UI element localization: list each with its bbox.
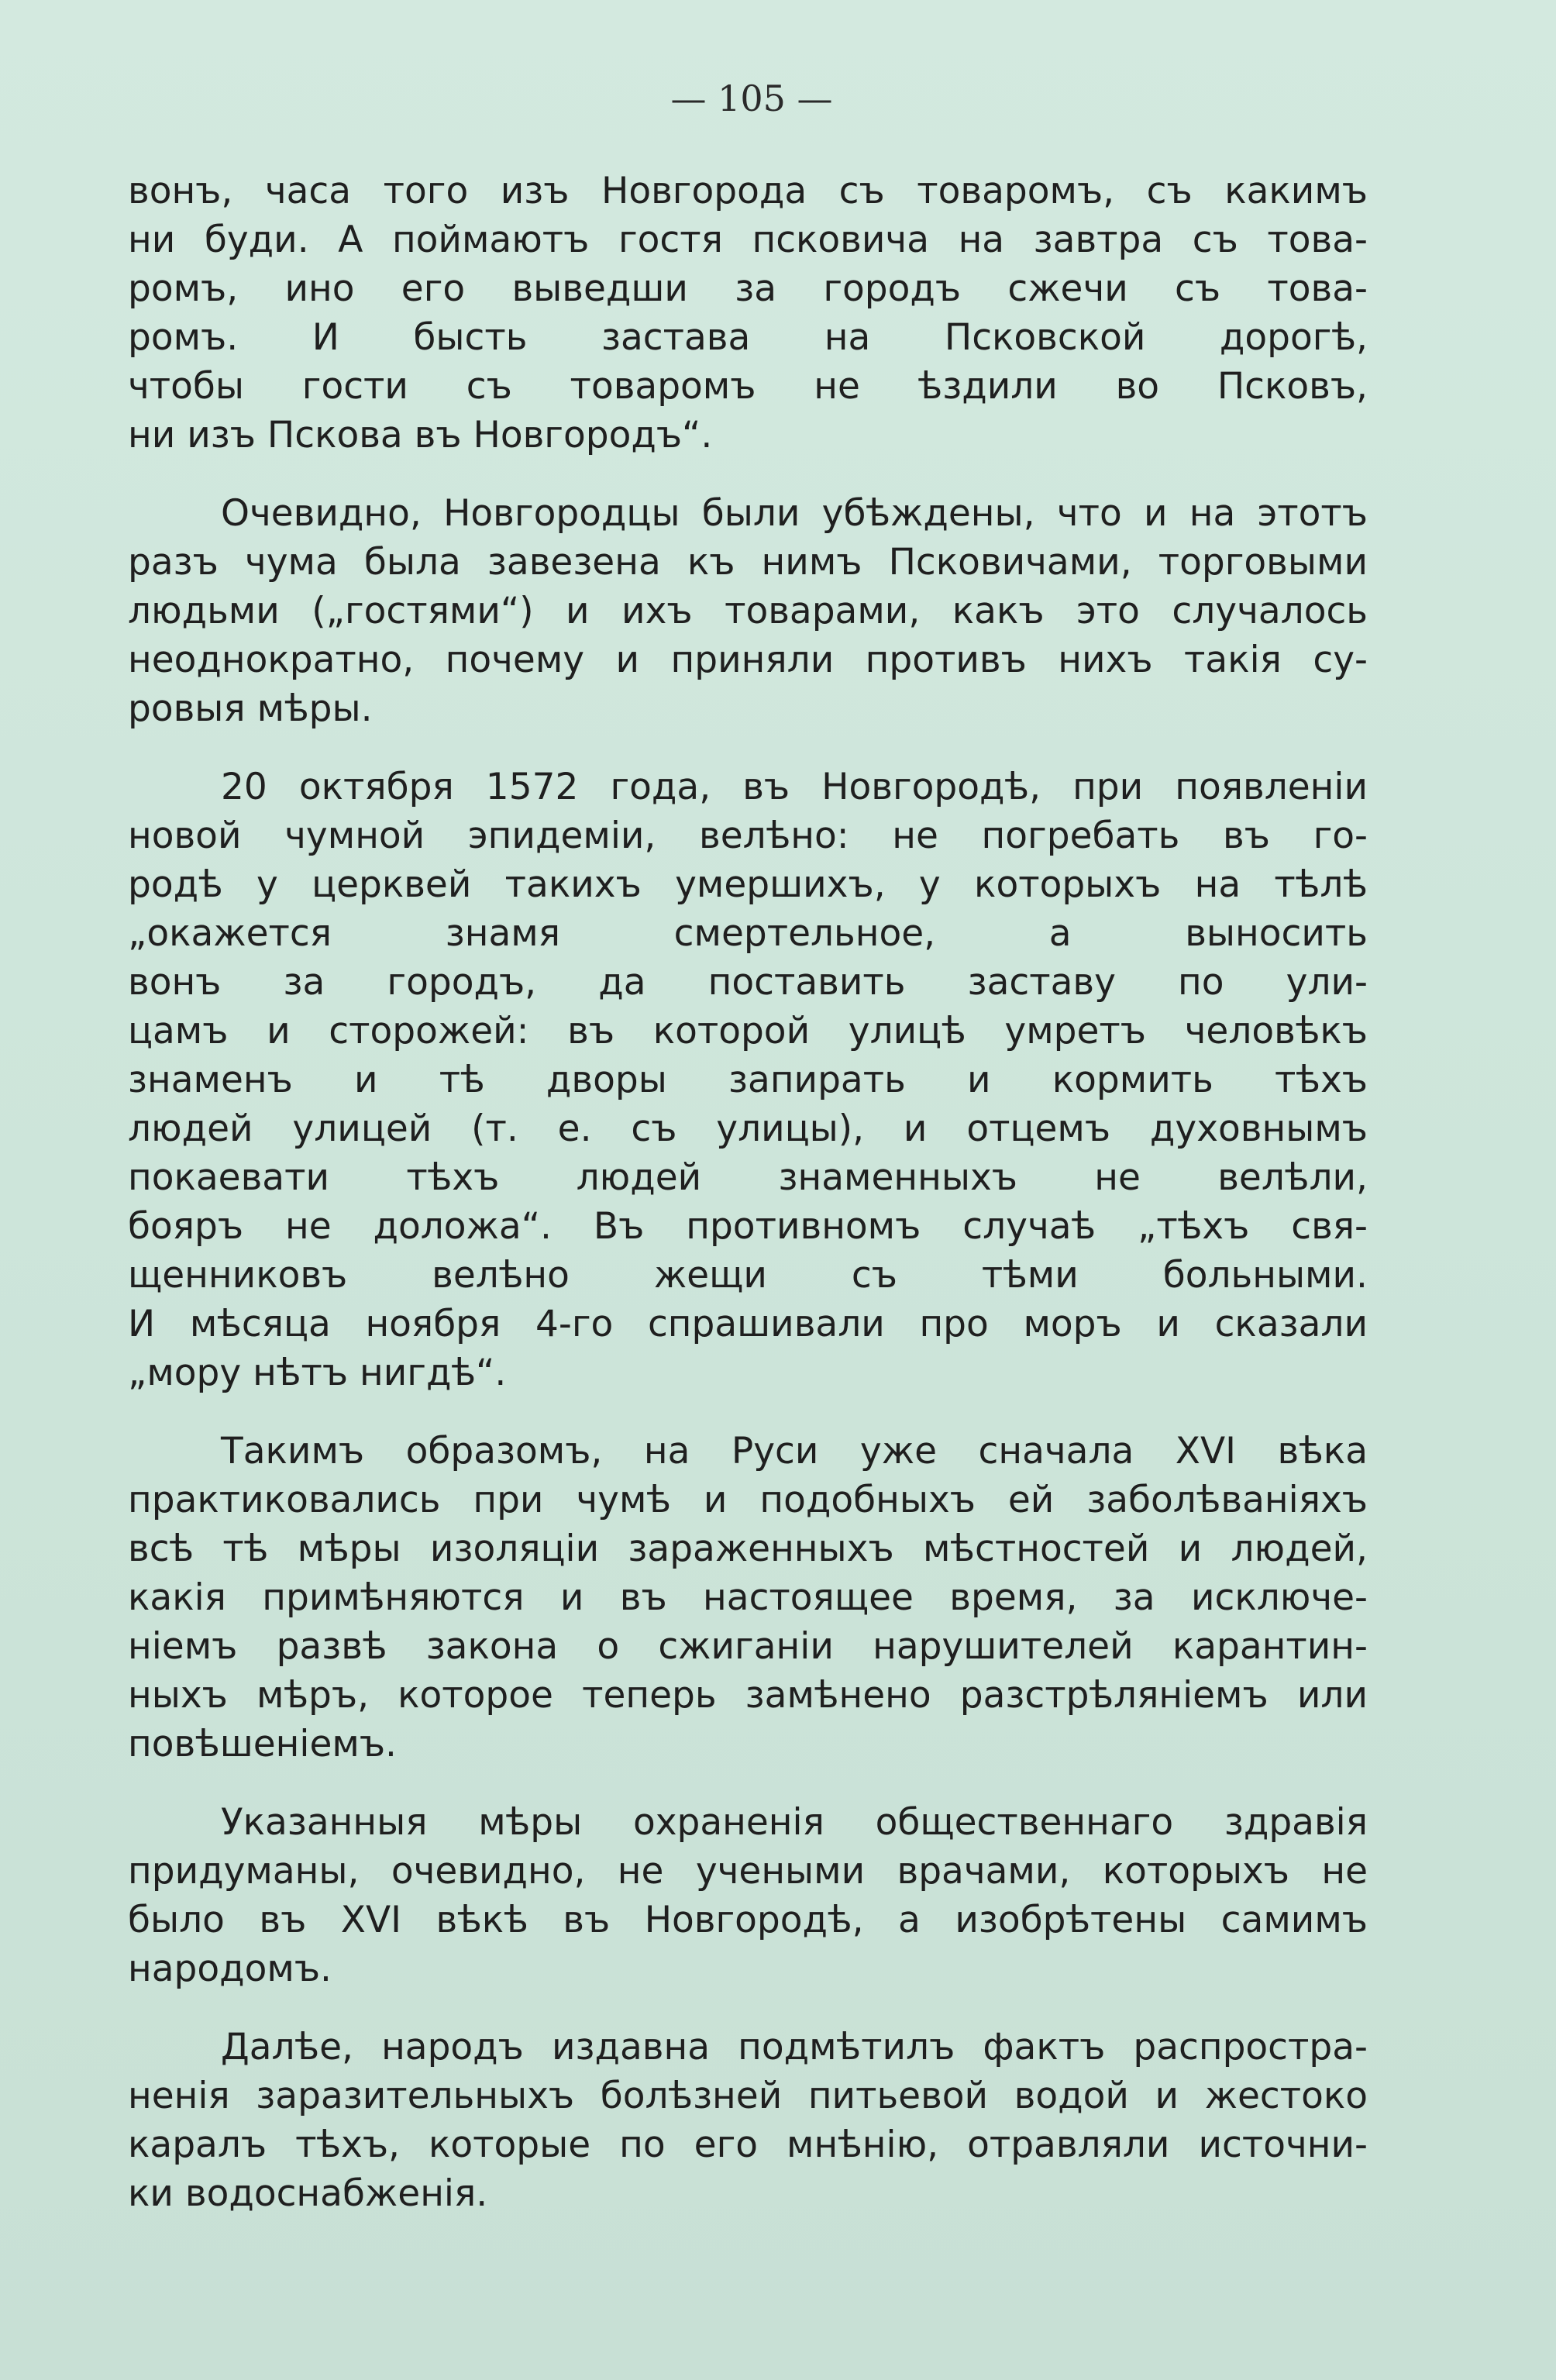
text-line: людьми („гостями“) и ихъ товарами, какъ это случалось bbox=[128, 590, 1368, 632]
text-line: повѣшеніемъ. bbox=[128, 1723, 397, 1765]
text-line: каралъ тѣхъ, которые по его мнѣнію, отравляли источни- bbox=[128, 2123, 1368, 2166]
text-line: Такимъ образомъ, на Руси уже сначала XVI вѣка bbox=[221, 1430, 1368, 1472]
text-line: ровыя мѣры. bbox=[128, 687, 373, 730]
text-line: людей улицей (т. е. съ улицы), и отцемъ духовнымъ bbox=[128, 1107, 1368, 1150]
text-line: ніемъ развѣ закона о сжиганіи нарушителей карантин- bbox=[128, 1625, 1368, 1668]
text-line: чтобы гости съ товаромъ не ѣздили во Псковъ, bbox=[128, 365, 1368, 408]
text-line: ромъ. И бысть застава на Псковской дорогѣ, bbox=[128, 316, 1368, 359]
text-line: „мору нѣтъ нигдѣ“. bbox=[128, 1352, 507, 1394]
text-line: было въ XVI вѣкѣ въ Новгородѣ, а изобрѣтены самимъ bbox=[128, 1899, 1368, 1941]
text-line: вонъ, часа того изъ Новгорода съ товаромъ, съ какимъ bbox=[128, 170, 1368, 212]
text-line: ромъ, ино его выведши за городъ сжечи съ това- bbox=[128, 267, 1368, 310]
paragraph-3 bbox=[128, 763, 1368, 1397]
text-line: ни буди. А поймаютъ гостя псковича на завтра съ това- bbox=[128, 219, 1368, 261]
page-number: — 105 — bbox=[670, 77, 833, 119]
text-line: какія примѣняются и въ настоящее время, за исключе- bbox=[128, 1576, 1368, 1619]
text-line: 20 октября 1572 года, въ Новгородѣ, при появленіи bbox=[221, 766, 1368, 808]
text-line: И мѣсяца ноября 4-го спрашивали про моръ и сказали bbox=[128, 1303, 1368, 1345]
paragraph-6 bbox=[128, 2023, 1368, 2218]
text-line: знаменъ и тѣ дворы запирать и кормить тѣхъ bbox=[128, 1059, 1368, 1101]
text-line: ныхъ мѣръ, которое теперь замѣнено разстрѣляніемъ или bbox=[128, 1674, 1368, 1717]
text-line: „окажется знамя смертельное, а выносить bbox=[128, 912, 1368, 955]
text-line: новой чумной эпидеміи, велѣно: не погребать въ го- bbox=[128, 815, 1368, 857]
text-line: Очевидно, Новгородцы были убѣждены, что и на этотъ bbox=[221, 492, 1368, 535]
text-line: всѣ тѣ мѣры изоляціи зараженныхъ мѣстностей и людей, bbox=[128, 1528, 1368, 1570]
text-line: щенниковъ велѣно жещи съ тѣми больными. bbox=[128, 1254, 1368, 1297]
text-line: практиковались при чумѣ и подобныхъ ей заболѣваніяхъ bbox=[128, 1479, 1368, 1521]
text-line: бояръ не доложа“. Въ противномъ случаѣ „тѣхъ свя- bbox=[128, 1205, 1368, 1248]
text-line: ненія заразительныхъ болѣзней питьевой водой и жестоко bbox=[128, 2075, 1368, 2117]
text-line: Далѣе, народъ издавна подмѣтилъ фактъ распростра- bbox=[221, 2026, 1368, 2068]
text-line: цамъ и сторожей: въ которой улицѣ умретъ человѣкъ bbox=[128, 1010, 1368, 1052]
text-line: разъ чума была завезена къ нимъ Псковичами, торговыми bbox=[128, 541, 1368, 584]
paragraph-1 bbox=[128, 167, 1368, 460]
text-body bbox=[128, 167, 1368, 2247]
text-line: народомъ. bbox=[128, 1948, 332, 1990]
text-line: ки водоснабженія. bbox=[128, 2172, 488, 2215]
paragraph-4 bbox=[128, 1427, 1368, 1769]
text-line: вонъ за городъ, да поставить заставу по ули- bbox=[128, 961, 1368, 1004]
text-line: ни изъ Пскова въ Новгородъ“. bbox=[128, 414, 713, 456]
text-line: неоднократно, почему и приняли противъ нихъ такія су- bbox=[128, 639, 1368, 681]
text-line: покаевати тѣхъ людей знаменныхъ не велѣли, bbox=[128, 1156, 1368, 1199]
text-line: придуманы, очевидно, не учеными врачами, которыхъ не bbox=[128, 1850, 1368, 1893]
text-line: Указанныя мѣры охраненія общественнаго здравія bbox=[221, 1801, 1368, 1844]
paragraph-5 bbox=[128, 1798, 1368, 1993]
paragraph-2 bbox=[128, 489, 1368, 733]
text-line: родѣ у церквей такихъ умершихъ, у которыхъ на тѣлѣ bbox=[128, 863, 1368, 906]
